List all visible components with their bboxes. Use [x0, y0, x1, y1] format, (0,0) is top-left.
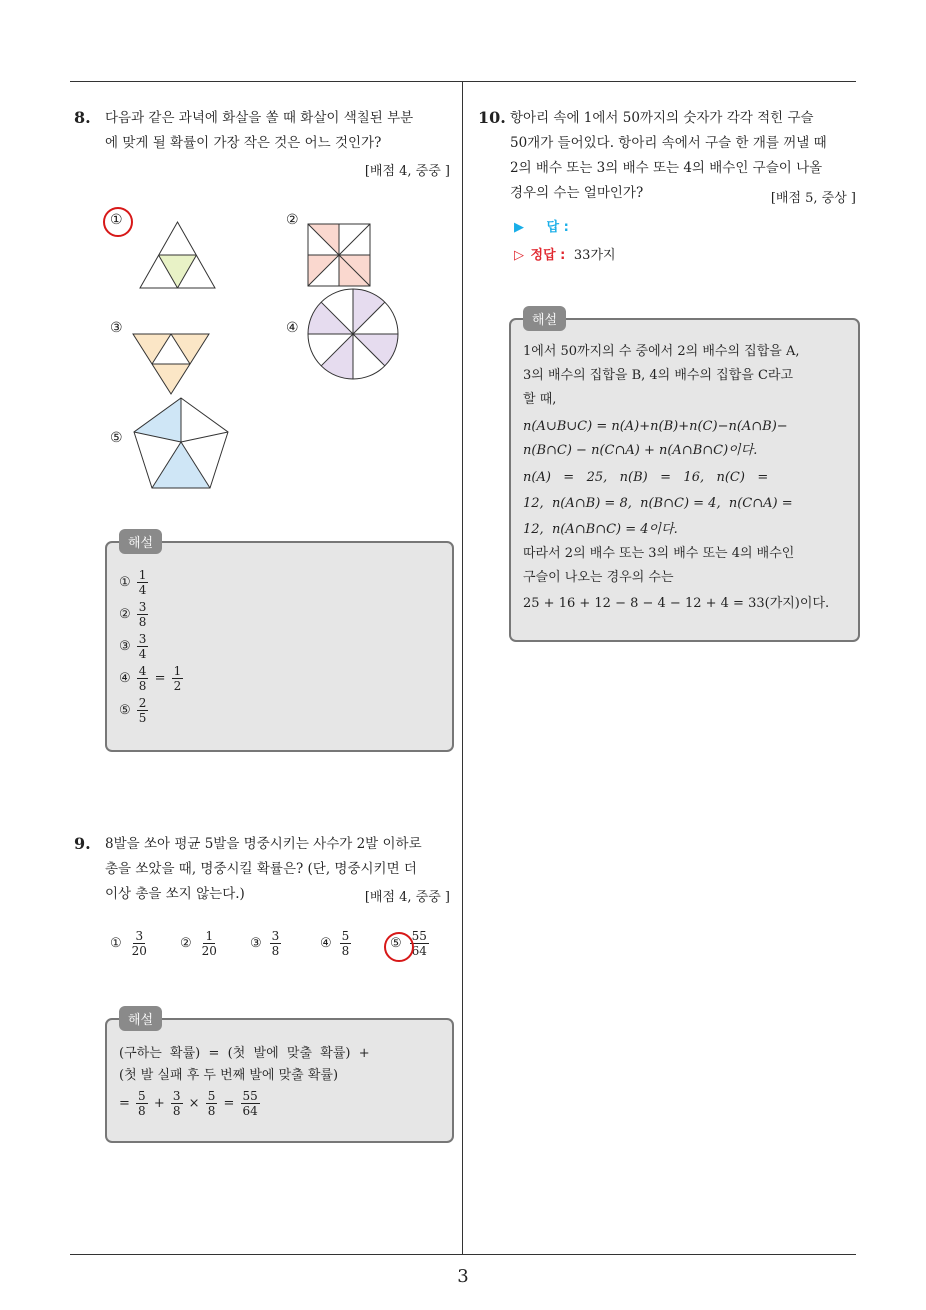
play-outline-icon: ▷: [514, 248, 524, 263]
q8-target-square-2: [308, 224, 370, 286]
correct-answer-label: 정답 :: [530, 248, 566, 263]
fraction: $\frac{3}{4}$: [138, 632, 147, 661]
bottom-rule: [70, 1254, 856, 1255]
fraction: $\frac{4}{8}$: [138, 664, 147, 693]
answer-row: [514, 216, 569, 235]
fraction: $\frac{3}{8}$: [138, 600, 147, 629]
fraction: $\frac{3}{8}$: [172, 1089, 181, 1118]
fraction: $\frac{5}{8}$: [138, 1089, 146, 1118]
correct-answer-value: 33가지: [573, 248, 616, 263]
q8-figure-label-2[interactable]: ②: [286, 212, 299, 228]
q8-solution-row-3: [119, 633, 150, 660]
q8-solution-row-2: [119, 601, 150, 628]
choice-label: ⑤: [119, 703, 131, 718]
fraction: $\frac{5}{8}$: [207, 1089, 216, 1118]
solution-tab: 해설: [523, 306, 566, 331]
choice-label: ②: [119, 607, 131, 622]
choice-label: ③: [250, 936, 262, 951]
q10-solution-line: 따라서 2의 배수 또는 3의 배수 또는 4의 배수인: [523, 546, 795, 561]
equals-sign: =: [154, 671, 166, 686]
fraction: $\frac{1}{20}$: [201, 929, 217, 958]
q8-solution-box: [105, 536, 454, 752]
choice-label: ④: [320, 936, 332, 951]
q9-choice-1[interactable]: [110, 930, 151, 957]
fraction: $\frac{55}{64}$: [242, 1089, 258, 1118]
shaded-region: [159, 255, 197, 288]
choice-label: ①: [119, 575, 131, 590]
q8-figure-label-5[interactable]: ⑤: [110, 430, 123, 446]
choice-label: ④: [119, 671, 131, 686]
q10-solution-line: 할 때,: [523, 392, 557, 407]
fraction: $\frac{1}{4}$: [138, 568, 147, 597]
q9-choice-2[interactable]: [180, 930, 221, 957]
play-icon: ▶: [514, 220, 524, 235]
column-divider: [462, 81, 463, 1254]
top-rule: [70, 81, 856, 82]
fraction: $\frac{2}{5}$: [138, 696, 147, 725]
q10-text-line: 항아리 속에 1에서 50까지의 숫자가 각각 적힌 구슬: [510, 110, 814, 126]
q9-solution-line-1: (구하는 확률) = (첫 발에 맞출 확률) +: [119, 1046, 370, 1061]
correct-answer-row: [514, 244, 616, 263]
q8-solution-row-4: [119, 665, 185, 692]
q10-solution-line: n(A∪B∪C) = n(A)+n(B)+n(C)−n(A∩B)−: [523, 419, 788, 434]
q8-solution-row-1: [119, 569, 150, 596]
fraction: $\frac{55}{64}$: [411, 929, 427, 958]
q8-text: [105, 106, 413, 156]
q10-solution-line: 12, n(A∩B∩C) = 4이다.: [523, 522, 678, 537]
q8-meta: [배점 4, 중중 ]: [364, 164, 450, 179]
q9-solution-formula: = $\frac{5}{8}$ + $\frac{3}{8}$ × $\frac{5}{8}$ = $\frac{55}{64}$: [119, 1089, 258, 1118]
solution-tab: 해설: [119, 1006, 162, 1031]
q8-figure-label-1[interactable]: ①: [110, 212, 123, 228]
q10-solution-line: 구슬이 나오는 경우의 수는: [523, 570, 674, 585]
q8-target-circle-4: [307, 288, 399, 380]
answer-label: 답 :: [546, 220, 569, 235]
q10-text-line: 경우의 수는 얼마인가?: [510, 185, 644, 201]
q10-solution-line: n(B∩C) − n(C∩A) + n(A∩B∩C)이다.: [523, 443, 758, 458]
q9-solution-box: [105, 1013, 454, 1143]
q8-target-triangle-1: [140, 222, 215, 290]
q10-meta: [배점 5, 중상 ]: [770, 191, 856, 206]
q10-text-line: 2의 배수 또는 3의 배수 또는 4의 배수인 구슬이 나올: [510, 160, 823, 176]
q8-text-line: 다음과 같은 과녁에 화살을 쏠 때 화살이 색칠된 부분: [105, 110, 414, 126]
q9-choice-3[interactable]: [250, 930, 283, 957]
q10-solution-line: 12, n(A∩B) = 8, n(B∩C) = 4, n(C∩A) =: [523, 496, 793, 511]
q9-text-line: 이상 총을 쏘지 않는다.): [105, 886, 245, 902]
q10-solution-line: 25 + 16 + 12 − 8 − 4 − 12 + 4 = 33(가지)이다.: [523, 596, 830, 611]
solution-tab: 해설: [119, 529, 162, 554]
choice-label: ①: [110, 936, 122, 951]
q8-solution-row-5: [119, 697, 150, 724]
selected-answer-mark: [384, 932, 414, 962]
fraction: $\frac{3}{8}$: [271, 929, 280, 958]
choice-label: ⑤: [390, 936, 402, 951]
fraction: $\frac{5}{8}$: [341, 929, 350, 958]
q9-choice-4[interactable]: [320, 930, 353, 957]
q10-solution-line: 3의 배수의 집합을 B, 4의 배수의 집합을 C라고: [523, 368, 794, 383]
q10-solution-line: 1에서 50까지의 수 중에서 2의 배수의 집합을 A,: [523, 344, 800, 359]
q9-meta: [배점 4, 중중 ]: [364, 890, 450, 905]
q9-text-line: 8발을 쏘아 평균 5발을 명중시키는 사수가 2발 이하로: [105, 836, 422, 852]
page-number: 3: [457, 1266, 469, 1287]
q10-number: 10.: [478, 108, 506, 127]
q8-number: 8.: [74, 108, 91, 127]
q9-solution-line-2: (첫 발 실패 후 두 번째 발에 맞출 확률): [119, 1068, 339, 1083]
q8-target-triangle-3: [133, 334, 209, 394]
fraction: $\frac{3}{20}$: [131, 929, 147, 958]
fraction: $\frac{1}{2}$: [173, 664, 182, 693]
q10-solution-line: n(A) = 25, n(B) = 16, n(C) =: [523, 470, 769, 485]
q8-figure-label-3[interactable]: ③: [110, 320, 123, 336]
q8-text-line: 에 맞게 될 확률이 가장 작은 것은 어느 것인가?: [105, 135, 382, 151]
q10-solution-box: [509, 313, 860, 642]
q8-target-pentagon-5: [134, 398, 228, 488]
selected-answer-mark: [103, 207, 133, 237]
q8-figure-label-4[interactable]: ④: [286, 320, 299, 336]
choice-label: ②: [180, 936, 192, 951]
q9-text-line: 총을 쏘았을 때, 명중시킬 확률은? (단, 명중시키면 더: [105, 861, 417, 877]
q9-number: 9.: [74, 834, 91, 853]
q10-text-line: 50개가 들어있다. 항아리 속에서 구슬 한 개를 꺼낼 때: [510, 135, 827, 151]
choice-label: ③: [119, 639, 131, 654]
